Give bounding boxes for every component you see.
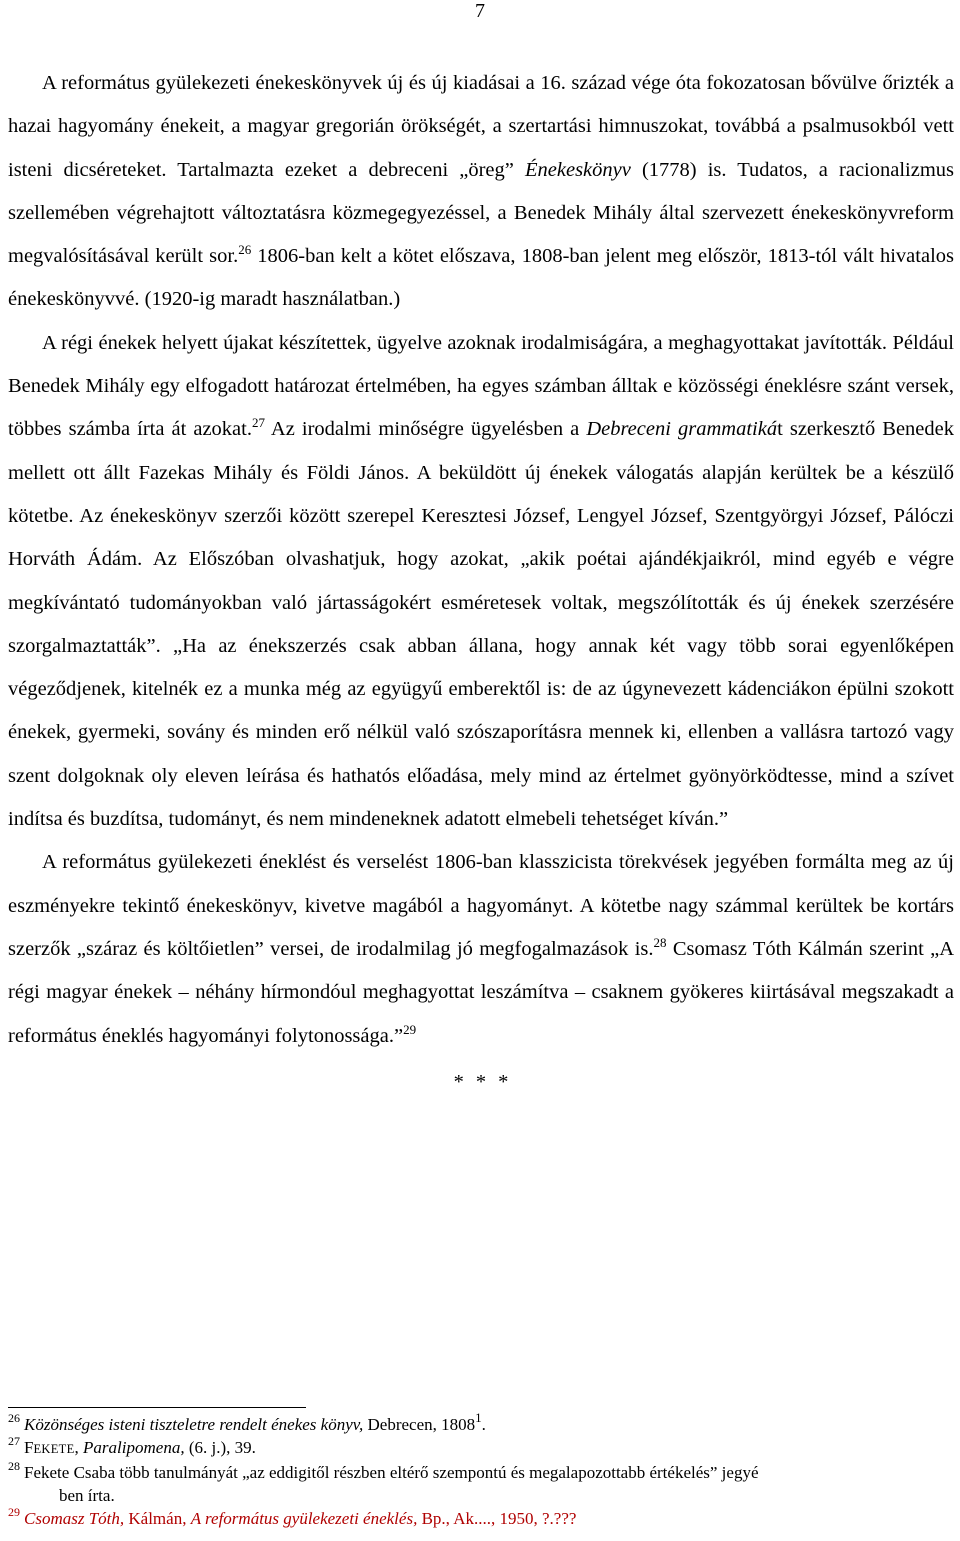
footnotes [8,1410,954,1530]
footnote-ref-28[interactable]: 28 [653,934,667,950]
italic-title-grammatika: Debreceni grammatiká [586,418,778,441]
paragraph-1: A református gyülekezeti énekeskönyvek új és új kiadásai a 16. század vége óta fokozatosan bővülve őrizték a hazai hagyomány énekeit, a magyar gregorián örökségét, a szertartási himnuszokat, továbbá a psalmusokból vett isteni dicséreteket. Tartalmazta ezeket a debreceni „öreg” Énekeskönyv (1778) is. Tudatos, a racionalizmus szellemében végrehajtott változtatásra közmegegyezéssel, a Benedek Mihály által szervezett énekeskönyvreform megvalósításával került sor.$^{26}$ 1806-ban kelt a kötet előszava, 1808-ban jelent meg először, 1813-tól vált hivatalos énekeskönyvvé. (1920-ig maradt használatban.) [8,72,954,311]
italic-title-enekeskonyv: Énekeskönyv [525,158,631,181]
footnote-27: 27 FEKETE, Paralipomena, (6. j.), 39. [8,1434,256,1457]
footnote-ref-29[interactable]: 29 [403,1021,417,1037]
footnote-ref-26[interactable]: 26 [238,242,252,258]
footnote-26: 26 Közönséges isteni tiszteletre rendelt énekes könyv, Debrecen, 1808$^1$. [8,1410,486,1434]
section-separator: * * * [453,1070,509,1093]
page-number: 7 [475,0,485,22]
footnote-divider [8,1407,306,1408]
footnote-ref-27[interactable]: 27 [251,415,265,431]
footnote-29: 29 Csomasz Tóth, Kálmán, A református gyülekezeti éneklés, Bp., Ak...., 1950, ?.??? [8,1505,577,1528]
paragraph-3: A református gyülekezeti éneklést és verselést 1806-ban klasszicista törekvések jegyében formálta meg az új eszményekre tekintő énekeskönyv, kivetve magából a hagyományt. A kötetbe nagy számmal kerültek be kortárs szerzők „száraz és költőietlen” versei, de irodalmilag jó megfogalmazások is.$^{28}$ Csomasz Tóth Kálmán szerint „A régi magyar énekek – néhány hírmondóul meghagyottat leszámítva – csaknem gyökeres kiirtásával megszakadt a református éneklés hagyományi folytonossága.”$^{29}$ [8,851,954,1047]
main-text [8,62,954,1104]
paragraph-2: A régi énekek helyett újakat készítettek, ügyelve azoknak irodalmiságára, a meghagyottakat javították. Például Benedek Mihály egy elfogadott határozat értelmében, ha egyes számban álltak e közösségi éneklésre szánt versek, többes számba írta át azokat.$^{27}$ Az irodalmi minőségre ügyelésben a Debreceni grammatikát szerkesztő Benedek mellett ott állt Fazekas Mihály és Földi János. A beküldött új énekek válogatás alapján kerültek be a készülő kötetbe. Az énekeskönyv szerzői között szerepel Keresztesi József, Lengyel József, Szentgyörgyi József, Pálóczi Horváth Ádám. Az Előszóban olvashatjuk, hogy azokat, „akik poétai ajándékjaikról, mind egyéb e végre megkívántató tudományokban való jártasságokért esméretesek voltak, megszólították és új énekek szerzésére szorgalmaztatták”. „Ha az énekszerzés csak abban állana, hogy annak két vagy több sorai egyenlőképen végeződjenek, kitelnék ez a munka még az együgyű emberektől is: de az úgynevezett kádenciákon épülni szokott énekek, gyermeki, sovány és minden erő nélkül való szószaporításra mennek ki, ellenben a vallásra tartozó vagy szent dolgoknak oly eleven leírása és hathatós előadása, mely mind az értelmet gyönyörködtesse, mind a szívet indítsa és buzdítsa, tudományt, és nem mindeneknek adatott elmebeli tehetséget kíván.” [8,331,954,831]
footnote-28: 28 Fekete Csaba több tanulmányát „az eddigitől részben eltérő szempontú és megalapozottabb értékelés” jegyé ben írta. [8,1459,759,1505]
